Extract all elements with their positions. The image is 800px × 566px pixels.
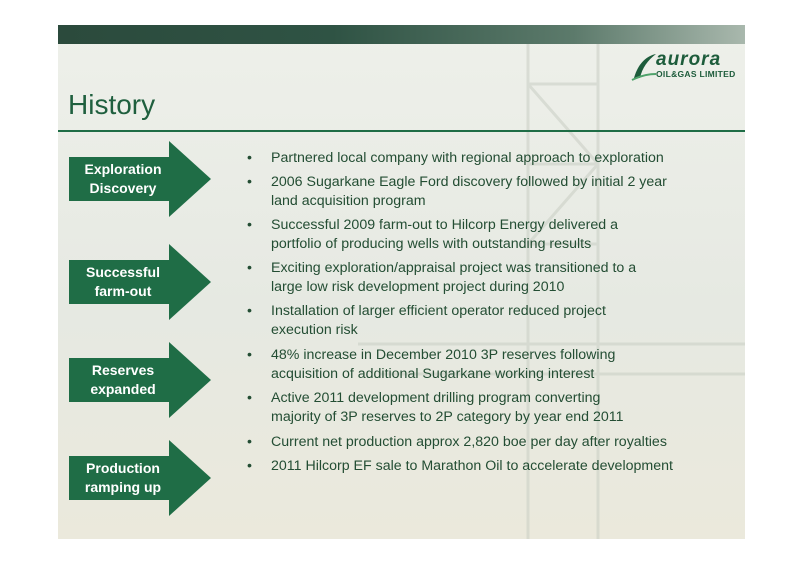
bullet-icon: • [247,458,252,474]
bullet-text-line: 48% increase in December 2010 3P reserves following [271,347,616,363]
bullet-icon: • [247,390,252,406]
bullet-text-line: Installation of larger efficient operator reduced project [271,303,606,319]
bullet-item [238,457,738,476]
bullet-text-line: Active 2011 development drilling program converting [271,390,601,406]
bullet-icon: • [247,303,252,319]
aurora-logo [630,49,738,82]
stage-label [73,244,173,320]
stage-label-line: farm-out [94,283,152,299]
title-divider [58,130,745,132]
bullet-text-line: portfolio of producing wells with outstanding results [271,236,592,252]
bullet-item [238,302,738,340]
stage-arrow [69,141,211,217]
bullet-list [238,149,738,481]
bullet-icon: • [247,434,252,450]
bullet-item [238,346,738,384]
bullet-item [238,259,738,297]
stage-label-line: Successful [86,264,160,280]
bullet-item [238,216,738,254]
bullet-text-line: Current net production approx 2,820 boe per day after royalties [271,434,667,450]
slide [58,25,745,539]
bullet-text-line: 2006 Sugarkane Eagle Ford discovery followed by initial 2 year [271,174,667,190]
bullet-text-line: land acquisition program [271,193,426,209]
stage-arrow [69,342,211,418]
bullet-icon: • [247,217,252,233]
bullet-text-line: 2011 Hilcorp EF sale to Marathon Oil to accelerate development [271,458,673,474]
bullet-icon: • [247,347,252,363]
header-bar [58,25,745,44]
bullet-icon: • [247,174,252,190]
stage-label-line: Exploration [84,161,162,177]
bullet-text-line: Exciting exploration/appraisal project was transitioned to a [271,260,637,276]
bullet-item [238,389,738,427]
stage-label [73,342,173,418]
stage-label [73,440,173,516]
stage-label-line: ramping up [84,479,162,495]
bullet-text-line: Successful 2009 farm-out to Hilcorp Energy delivered a [271,217,618,233]
bullet-text-line: Partnered local company with regional approach to exploration [271,150,664,166]
aurora-swoosh-icon [630,52,658,82]
stage-label-line: Reserves [91,362,155,378]
stage-label-line: expanded [90,381,156,397]
logo-wordmark: aurora [656,49,722,70]
bullet-text-line: acquisition of additional Sugarkane working interest [271,366,595,382]
stage-arrow [69,244,211,320]
bullet-text-line: large low risk development project during 2010 [271,279,565,295]
stage-arrow [69,440,211,516]
bullet-item [238,149,738,168]
bullet-icon: • [247,150,252,166]
bullet-item [238,173,738,211]
stage-label-line: Production [86,460,160,476]
bullet-item [238,433,738,452]
logo-subtitle: OIL&GAS LIMITED [656,69,736,79]
bullet-icon: • [247,260,252,276]
page-title: History [68,89,156,120]
stage-label-line: Discovery [89,180,157,196]
stage-label [73,141,173,217]
bullet-text-line: majority of 3P reserves to 2P category by year end 2011 [271,409,624,425]
bullet-text-line: execution risk [271,322,358,338]
